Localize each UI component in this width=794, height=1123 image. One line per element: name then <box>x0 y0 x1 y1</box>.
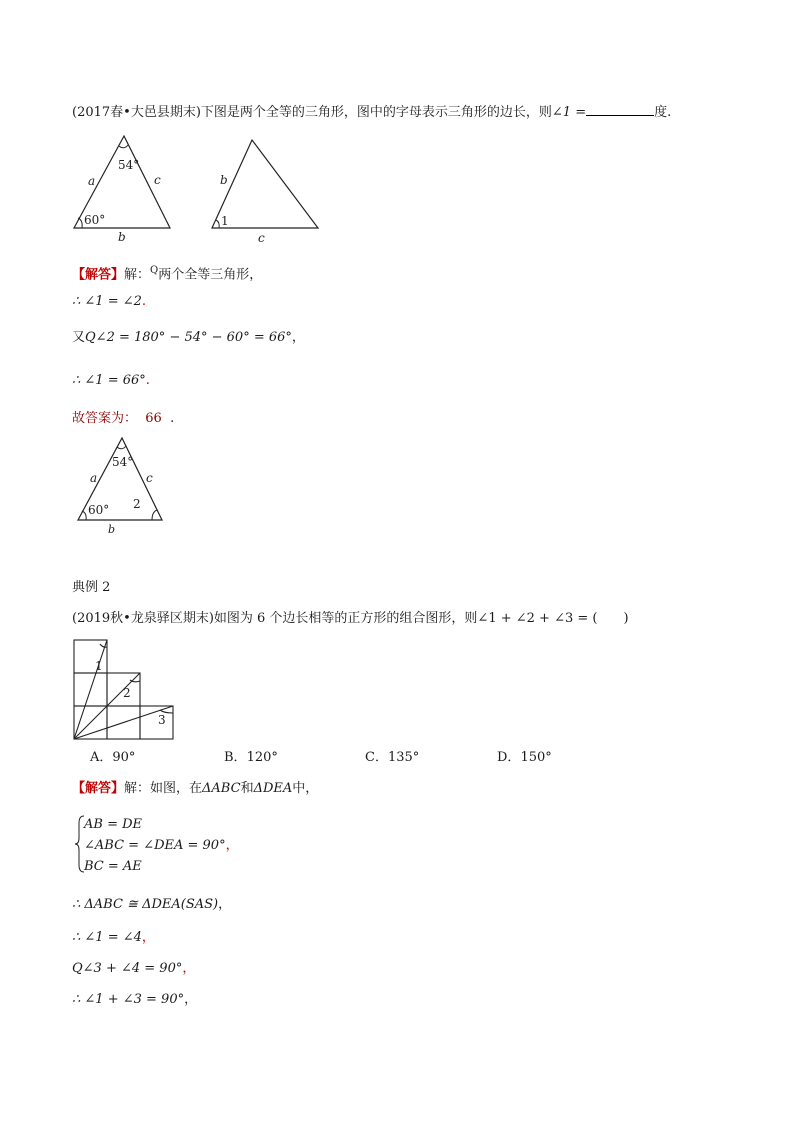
solution-tag: 【解答】 <box>72 781 125 796</box>
solution-2-line-2 <box>72 896 231 914</box>
option-c[interactable] <box>365 749 419 767</box>
label-side-b: b <box>108 523 116 536</box>
punct: ， <box>184 992 198 1007</box>
solution-triangle-figure <box>74 436 166 536</box>
label-side-b: b <box>220 173 228 187</box>
solution-1-line-1 <box>72 262 262 284</box>
example-2-question: (2019秋•龙泉驿区期末)如图为 6 个边长相等的正方形的组合图形，则∠1 + ∠2 + ∠3 = ( ) <box>72 611 629 626</box>
label-left-angle: 60° <box>84 213 106 227</box>
label-angle-2: 2 <box>133 497 141 511</box>
equation: Q∠2 = 180° − 54° − 60° = 66° <box>85 330 292 345</box>
solution-1-line-3 <box>72 329 305 347</box>
label-side-c: c <box>154 173 161 187</box>
label-side-a: a <box>88 174 96 188</box>
solution-2-line-5 <box>72 991 197 1009</box>
solution-1-line-2 <box>72 293 146 311</box>
squares-figure <box>72 638 178 742</box>
label-side-c: c <box>146 471 153 485</box>
punct: ， <box>291 330 305 345</box>
solution-1-text: 两个全等三角形， <box>158 267 263 283</box>
label-top-angle: 54° <box>112 455 134 469</box>
triangle-dea: ΔDEA <box>253 781 293 796</box>
option-value: 120° <box>246 750 278 765</box>
punct: . <box>170 411 175 426</box>
equation: Q∠3 + ∠4 = 90° <box>72 961 183 976</box>
triangle-abc: ΔABC <box>202 781 241 796</box>
system-row-2 <box>84 837 239 855</box>
solution-intro: 解：如图，在 <box>124 781 203 796</box>
equation: ∴ ∠1 = ∠4 <box>72 930 142 945</box>
option-a[interactable] <box>90 749 135 767</box>
question-1-text: (2017春•大邑县期末)下图是两个全等的三角形，图中的字母表示三角形的边长，则 <box>72 105 552 120</box>
label-angle-2: 2 <box>123 686 131 700</box>
label-side-c: c <box>258 231 265 245</box>
option-letter: A． <box>90 750 113 765</box>
example-2-heading: 典例 2 <box>72 580 111 595</box>
system-row-3: BC = AE <box>84 859 142 874</box>
solution-tag: 【解答】 <box>72 267 125 283</box>
triangle-figure-left <box>70 132 176 244</box>
equation: ∴ ∠1 = ∠2 <box>72 294 142 309</box>
punct: ， <box>225 838 239 853</box>
solution-2-line-4 <box>72 960 195 978</box>
system-row-1: AB = DE <box>84 817 143 832</box>
and-text: 和 <box>240 781 254 796</box>
equation: ∴ ΔABC ≅ ΔDEA(SAS) <box>72 897 219 912</box>
punct: ， <box>218 897 232 912</box>
label-side-a: a <box>90 471 98 485</box>
label-angle-1: 1 <box>221 214 229 228</box>
zhong-text: 中， <box>292 781 319 796</box>
punct: . <box>145 373 150 388</box>
answer-prefix: 故答案为： <box>72 411 138 426</box>
option-letter: D． <box>497 750 521 765</box>
answer-value: 66 <box>145 411 162 426</box>
label-angle-3: 3 <box>158 713 166 727</box>
equation: ∴ ∠1 = 66° <box>72 373 146 388</box>
punct: ， <box>182 961 196 976</box>
label-left-angle: 60° <box>88 503 110 517</box>
equation: ∠ABC = ∠DEA = 90° <box>84 838 226 853</box>
option-value: 90° <box>112 750 136 765</box>
option-value: 150° <box>520 750 552 765</box>
option-d[interactable] <box>497 749 552 767</box>
option-b[interactable] <box>224 749 278 767</box>
label-angle-1: 1 <box>95 659 103 673</box>
question-1-angle: ∠1 = <box>551 105 587 120</box>
label-top-angle: 54° <box>118 158 140 172</box>
solution-jie: 解： <box>124 267 151 283</box>
you-text: 又 <box>72 330 86 345</box>
option-letter: B． <box>224 750 247 765</box>
answer-blank <box>586 103 654 116</box>
label-side-b: b <box>118 230 126 244</box>
punct: ， <box>141 930 155 945</box>
answer-line <box>72 410 174 428</box>
option-value: 135° <box>387 750 420 765</box>
question-1 <box>72 103 671 122</box>
question-1-suffix: 度. <box>654 105 672 120</box>
option-letter: C． <box>365 750 388 765</box>
equation: ∴ ∠1 + ∠3 = 90° <box>72 992 185 1007</box>
solution-2-line-3 <box>72 929 155 947</box>
solution-1-line-4 <box>72 372 150 390</box>
because-symbol: Q <box>150 265 159 276</box>
triangle-figure-right <box>208 136 324 246</box>
solution-2-line-1 <box>72 780 318 798</box>
punct: . <box>141 294 147 309</box>
